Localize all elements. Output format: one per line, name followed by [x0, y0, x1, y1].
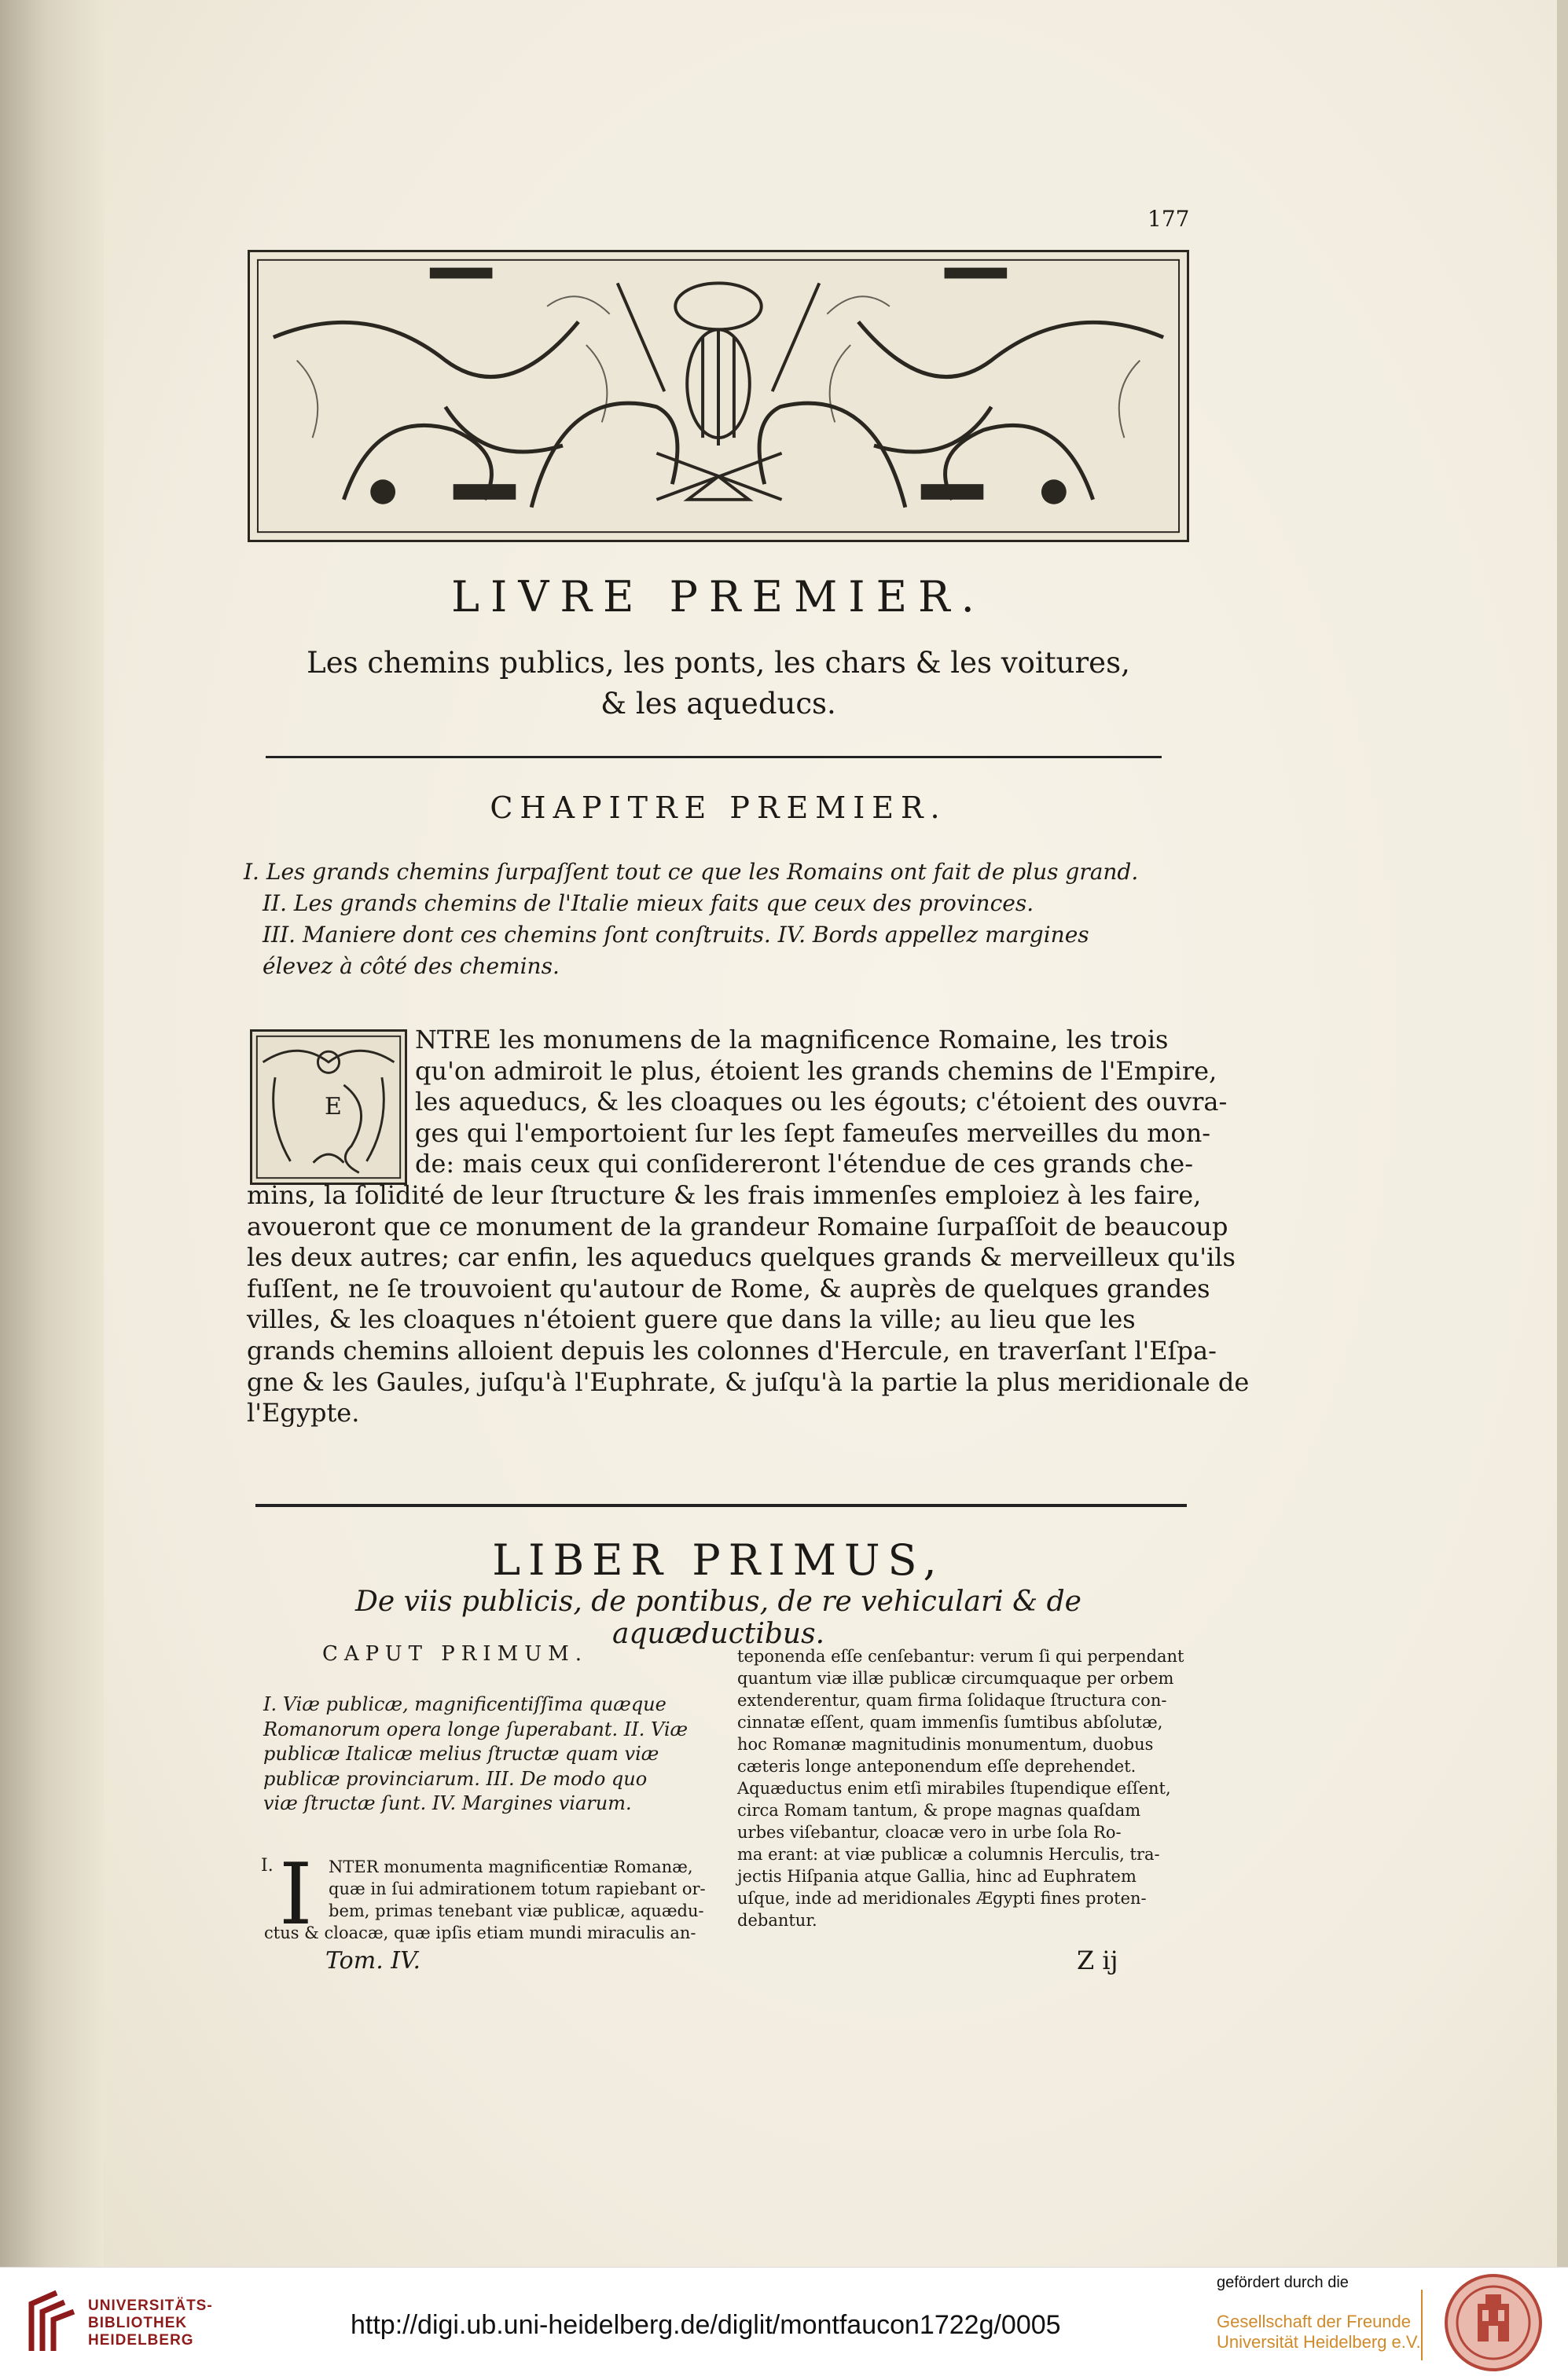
header-ornament: [248, 250, 1189, 542]
text-line: urbes viſebantur, cloacæ vero in urbe ſola Ro-: [737, 1823, 1122, 1842]
text-line: quantum viæ illæ publicæ circumquaque per orbem: [737, 1669, 1174, 1688]
library-name-line: HEIDELBERG: [88, 2332, 194, 2349]
caput-title: CAPUT PRIMUM.: [322, 1642, 588, 1666]
chapitre-title: CHAPITRE PREMIER.: [490, 790, 947, 825]
text-line: ctus & cloacæ, quæ ipſis etiam mundi miraculis an-: [264, 1923, 696, 1942]
french-paragraph: [247, 1180, 1250, 1429]
ornament-engraving: [250, 252, 1187, 540]
text-line: hoc Romanæ magnitudinis monumentum, duobus: [737, 1735, 1154, 1754]
liber-subtitle: De viis publicis, de pontibus, de re vehiculari & de aquæductibus.: [355, 1586, 1081, 1650]
signature-mark: Z ij: [1077, 1945, 1118, 1975]
text-line: gne & les Gaules, juſqu'à l'Euphrate, & juſqu'à la partie la plus meridionale de: [247, 1366, 1250, 1397]
text-line: fuſſent, ne ſe trouvoient qu'autour de Rome, & auprès de quelques grandes: [247, 1273, 1210, 1304]
summary-line: viæ ſtructæ ſunt. IV. Margines viarum.: [263, 1792, 632, 1814]
text-line: NTRE les monumens de la magnificence Romaine, les trois: [415, 1025, 1169, 1054]
university-seal-icon[interactable]: [1443, 2272, 1544, 2373]
sponsor-name[interactable]: [1217, 2312, 1421, 2352]
divider-rule: [255, 1504, 1187, 1507]
text-line: ges qui l'emportoient ſur les ſept fameuſes merveilles du mon-: [415, 1117, 1211, 1148]
summary-line: élevez à côté des chemins.: [263, 953, 560, 979]
text-line: qu'on admiroit le plus, étoient les grands chemins de l'Empire,: [415, 1055, 1217, 1086]
text-line: l'Egypte.: [247, 1398, 360, 1428]
library-logo-icon[interactable]: [25, 2288, 80, 2356]
summary-line: I. Les grands chemins ſurpaſſent tout ce que les Romains ont fait de plus grand.: [244, 859, 1139, 885]
livre-subtitle-line: & les aqueducs.: [600, 687, 836, 721]
summary-line: publicæ provinciarum. III. De modo quo: [263, 1767, 648, 1790]
text-line: villes, & les cloaques n'étoient guere que dans la ville; au lieu que les: [247, 1304, 1136, 1335]
footer-bar: [0, 2267, 1568, 2380]
livre-title: LIVRE PREMIER.: [451, 572, 986, 622]
text-line: les aqueducs, & les cloaques ou les égouts; c'étoient des ouvra-: [415, 1087, 1228, 1117]
sponsor-name-line: Gesellschaft der Freunde: [1217, 2312, 1412, 2331]
text-line: cæteris longe anteponendum eſſe deprehendet.: [737, 1757, 1137, 1776]
text-line: grands chemins alloient depuis les colonnes d'Hercule, en traverſant l'Eſpa-: [247, 1335, 1217, 1366]
french-paragraph-lead: [415, 1025, 1228, 1180]
chapitre-summary: [244, 856, 1191, 982]
text-line: NTER monumenta magnificentiæ Romanæ,: [329, 1857, 693, 1876]
section-number: I.: [261, 1856, 274, 1876]
text-line: avoueront que ce monument de la grandeur Romaine ſurpaſſoit de beaucoup: [247, 1211, 1228, 1241]
latin-column-right: [737, 1645, 1189, 1931]
page-edge: [1557, 0, 1568, 2267]
initial-letter: E: [325, 1093, 342, 1120]
text-line: de: mais ceux qui conſidereront l'étendue de ces grands che-: [415, 1149, 1193, 1179]
book-gutter: [0, 0, 104, 2267]
latin-initial: I: [279, 1846, 313, 1944]
liber-title: LIBER PRIMUS,: [492, 1535, 945, 1585]
text-line: quæ in ſui admirationem totum rapiebant or-: [329, 1879, 706, 1898]
summary-line: Romanorum opera longe ſuperabant. II. Viæ: [263, 1718, 689, 1740]
footer-divider: [1421, 2290, 1423, 2360]
summary-line: I. Viæ publicæ, magnificentiſſima quæque: [263, 1693, 666, 1715]
permalink-url[interactable]: http://digi.ub.uni-heidelberg.de/diglit/montfaucon1722g/0005: [351, 2310, 1061, 2340]
library-name-line: BIBLIOTHEK: [88, 2315, 188, 2331]
text-line: circa Romam tantum, & prope magnas quaſdam: [737, 1801, 1141, 1820]
text-line: teponenda eſſe cenſebantur: verum ſi qui perpendant: [737, 1647, 1184, 1666]
latin-summary: [263, 1692, 723, 1817]
decorated-initial: [250, 1029, 407, 1185]
sponsor-caption: gefördert durch die: [1217, 2274, 1349, 2291]
library-name-line: UNIVERSITÄTS-: [88, 2297, 213, 2314]
text-line: debantur.: [737, 1911, 817, 1930]
livre-subtitle: [248, 643, 1189, 724]
text-line: mins, la ſolidité de leur ſtructure & les frais immenſes emploiez à les faire,: [247, 1180, 1202, 1210]
text-line: ma erant: at viæ publicæ a columnis Herculis, tra-: [737, 1845, 1160, 1864]
text-line: jectis Hiſpania atque Gallia, hinc ad Euphratem: [737, 1867, 1137, 1886]
text-line: cinnatæ eſſent, quam immenſis ſumtibus abſolutæ,: [737, 1713, 1163, 1732]
page-number: 177: [1148, 206, 1190, 232]
summary-line: II. Les grands chemins de l'Italie mieux faits que ceux des provinces.: [263, 890, 1034, 916]
text-line: Aquæductus enim etſi mirabiles ſtupendique eſſent,: [737, 1779, 1171, 1798]
divider-rule: [266, 756, 1162, 758]
sponsor-name-line: Universität Heidelberg e.V.: [1217, 2332, 1421, 2352]
text-line: les deux autres; car enfin, les aqueducs quelques grands & merveilleux qu'ils: [247, 1242, 1236, 1273]
livre-subtitle-line: Les chemins publics, les ponts, les chars & les voitures,: [307, 646, 1130, 680]
text-line: extenderentur, quam firma ſolidaque ſtructura con-: [737, 1691, 1167, 1710]
library-name: [88, 2297, 213, 2349]
text-line: bem, primas tenebant viæ publicæ, aquædu-: [329, 1901, 704, 1920]
tome-label: Tom. IV.: [325, 1947, 421, 1975]
text-line: uſque, inde ad meridionales Ægypti fines proten-: [737, 1889, 1147, 1908]
summary-line: III. Maniere dont ces chemins ſont conſtruits. IV. Bords appellez margines: [263, 922, 1089, 948]
summary-line: publicæ Italicæ melius ſtructæ quam viæ: [263, 1743, 659, 1765]
latin-column-left: [329, 1856, 722, 1922]
